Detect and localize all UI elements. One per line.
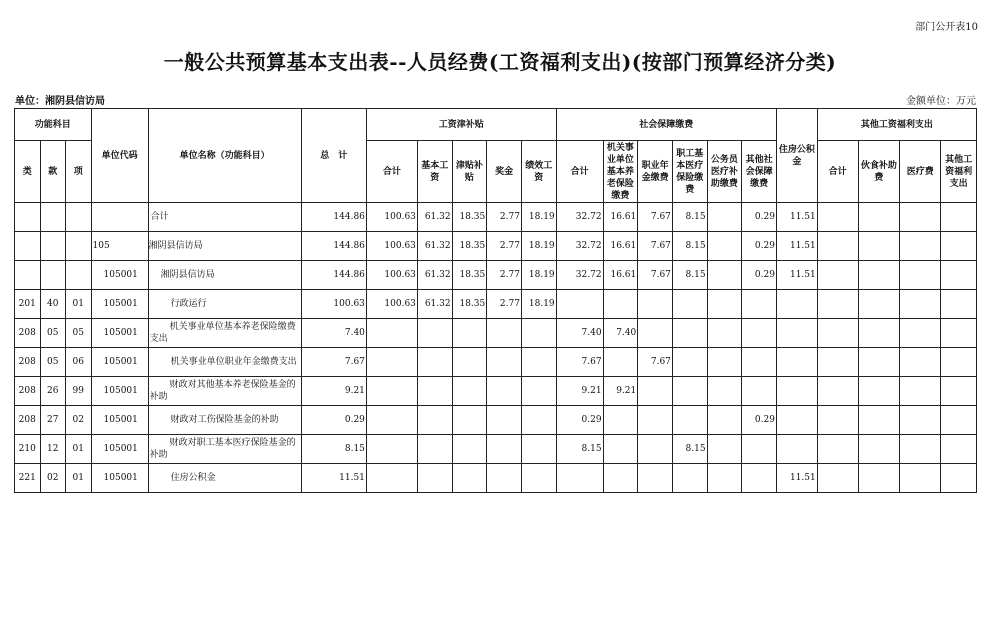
meal-cell <box>858 464 900 493</box>
lei-cell: 210 <box>15 435 41 464</box>
wage-subtotal-cell <box>366 377 417 406</box>
meal-header: 伙食补助费 <box>858 141 900 203</box>
wage-subtotal-cell: 100.63 <box>366 261 417 290</box>
medical-cell: 8.15 <box>672 435 707 464</box>
civil-medical-cell <box>707 435 742 464</box>
other-subtotal-cell <box>817 319 858 348</box>
bonus-cell <box>487 406 522 435</box>
unit-label: 单位：湘阴县信访局 <box>15 96 105 107</box>
wage-subtotal-cell <box>366 464 417 493</box>
medical-cell <box>672 319 707 348</box>
civil-medical-cell <box>707 319 742 348</box>
allowance-cell <box>452 377 487 406</box>
allowance-cell: 18.35 <box>452 290 487 319</box>
bonus-cell: 2.77 <box>487 232 522 261</box>
pension-cell <box>603 435 638 464</box>
xiang-cell: 06 <box>66 348 92 377</box>
meal-cell <box>858 406 900 435</box>
table-row <box>15 406 977 435</box>
medical-fee-cell <box>900 261 941 290</box>
civil-medical-cell <box>707 348 742 377</box>
medical-fee-cell <box>900 348 941 377</box>
xiang-cell: 02 <box>66 406 92 435</box>
other-welfare-header: 其他工资福利支出 <box>941 141 977 203</box>
table-row <box>15 464 977 493</box>
unit-code-cell: 105001 <box>91 319 148 348</box>
wage-subtotal-cell <box>366 406 417 435</box>
unit-code-cell: 105001 <box>91 348 148 377</box>
table-row <box>15 435 977 464</box>
medical-cell <box>672 290 707 319</box>
other-subtotal-cell <box>817 406 858 435</box>
other-subtotal-cell <box>817 232 858 261</box>
wage-subtotal-cell <box>366 319 417 348</box>
annuity-cell: 7.67 <box>638 261 673 290</box>
wage-subtotal-cell: 100.63 <box>366 290 417 319</box>
unit-name-cell: 湘阴县信访局 <box>148 261 301 290</box>
total-cell: 144.86 <box>301 261 366 290</box>
basic-wage-cell <box>417 348 452 377</box>
performance-cell: 18.19 <box>521 261 556 290</box>
annuity-cell <box>638 435 673 464</box>
medical-cell: 8.15 <box>672 203 707 232</box>
table-row <box>15 290 977 319</box>
medical-fee-cell <box>900 290 941 319</box>
wage-subtotal-cell: 100.63 <box>366 232 417 261</box>
total-cell: 9.21 <box>301 377 366 406</box>
medical-cell: 8.15 <box>672 232 707 261</box>
annuity-header: 职业年金缴费 <box>638 141 673 203</box>
other-welfare-cell <box>941 261 977 290</box>
total-cell: 0.29 <box>301 406 366 435</box>
other-welfare-cell <box>941 435 977 464</box>
social-subtotal-cell <box>556 290 603 319</box>
housing-cell <box>776 406 817 435</box>
xiang-cell: 01 <box>66 464 92 493</box>
medical-fee-cell <box>900 377 941 406</box>
pension-cell: 16.61 <box>603 261 638 290</box>
pension-header: 机关事业单位基本养老保险缴费 <box>603 141 638 203</box>
kuan-cell: 27 <box>40 406 66 435</box>
annuity-cell <box>638 319 673 348</box>
housing-cell <box>776 377 817 406</box>
social-subtotal-header: 合计 <box>556 141 603 203</box>
basic-wage-cell: 61.32 <box>417 232 452 261</box>
bonus-cell <box>487 464 522 493</box>
basic-wage-header: 基本工资 <box>417 141 452 203</box>
unit-name-header: 单位名称（功能科目） <box>148 109 301 203</box>
bonus-cell: 2.77 <box>487 290 522 319</box>
other-subtotal-cell <box>817 290 858 319</box>
housing-cell <box>776 435 817 464</box>
annuity-cell <box>638 377 673 406</box>
other-social-cell <box>742 435 777 464</box>
other-subtotal-cell <box>817 464 858 493</box>
other-subtotal-cell <box>817 261 858 290</box>
unit-code-cell: 105001 <box>91 464 148 493</box>
wage-subtotal-cell <box>366 435 417 464</box>
xiang-cell: 01 <box>66 435 92 464</box>
civil-medical-cell <box>707 261 742 290</box>
meal-cell <box>858 348 900 377</box>
other-welfare-cell <box>941 464 977 493</box>
other-social-cell: 0.29 <box>742 203 777 232</box>
total-cell: 7.67 <box>301 348 366 377</box>
unit-code-cell: 105001 <box>91 290 148 319</box>
lei-cell: 208 <box>15 319 41 348</box>
other-social-cell: 0.29 <box>742 261 777 290</box>
basic-wage-cell: 61.32 <box>417 290 452 319</box>
allowance-header: 津贴补贴 <box>452 141 487 203</box>
pension-cell <box>603 406 638 435</box>
bonus-cell <box>487 377 522 406</box>
unit-name-cell: 湘阴县信访局 <box>148 232 301 261</box>
meal-cell <box>858 261 900 290</box>
social-subtotal-cell: 7.40 <box>556 319 603 348</box>
social-group-header: 社会保障缴费 <box>556 109 776 141</box>
social-subtotal-cell: 8.15 <box>556 435 603 464</box>
unit-name-cell: 机关事业单位职业年金缴费支出 <box>148 348 301 377</box>
civil-medical-cell <box>707 232 742 261</box>
table-row <box>15 377 977 406</box>
lei-cell: 208 <box>15 377 41 406</box>
annuity-cell: 7.67 <box>638 203 673 232</box>
other-welfare-cell <box>941 203 977 232</box>
other-social-cell <box>742 464 777 493</box>
bonus-cell: 2.77 <box>487 261 522 290</box>
kuan-cell <box>40 232 66 261</box>
unit-code-cell: 105 <box>91 232 148 261</box>
civil-medical-cell <box>707 203 742 232</box>
civil-medical-cell <box>707 377 742 406</box>
civil-medical-cell <box>707 406 742 435</box>
housing-cell <box>776 290 817 319</box>
table-number: 部门公开表10 <box>915 22 978 33</box>
basic-wage-cell <box>417 464 452 493</box>
unit-name-cell: 财政对其他基本养老保险基金的补助 <box>148 377 301 406</box>
performance-cell: 18.19 <box>521 232 556 261</box>
table-row <box>15 319 977 348</box>
performance-header: 绩效工资 <box>521 141 556 203</box>
total-cell: 144.86 <box>301 203 366 232</box>
other-social-cell: 0.29 <box>742 232 777 261</box>
medical-header: 职工基本医疗保险缴费 <box>672 141 707 203</box>
basic-wage-cell <box>417 377 452 406</box>
civil-medical-cell <box>707 464 742 493</box>
other-welfare-cell <box>941 406 977 435</box>
unit-name-cell: 行政运行 <box>148 290 301 319</box>
other-group-header: 其他工资福利支出 <box>817 109 976 141</box>
meal-cell <box>858 435 900 464</box>
page-title: 一般公共预算基本支出表--人员经费(工资福利支出)(按部门预算经济分类) <box>163 50 837 74</box>
bonus-cell <box>487 435 522 464</box>
xiang-cell: 05 <box>66 319 92 348</box>
medical-fee-header: 医疗费 <box>900 141 941 203</box>
unit-code-header: 单位代码 <box>91 109 148 203</box>
other-welfare-cell <box>941 232 977 261</box>
basic-wage-cell: 61.32 <box>417 261 452 290</box>
meal-cell <box>858 232 900 261</box>
xiang-cell: 99 <box>66 377 92 406</box>
wage-group-header: 工资津补贴 <box>366 109 556 141</box>
basic-wage-cell: 61.32 <box>417 203 452 232</box>
xiang-cell <box>66 203 92 232</box>
housing-cell: 11.51 <box>776 261 817 290</box>
pension-cell <box>603 464 638 493</box>
lei-cell <box>15 203 41 232</box>
unit-code-cell: 105001 <box>91 435 148 464</box>
other-social-cell <box>742 377 777 406</box>
total-header: 总 计 <box>301 109 366 203</box>
social-subtotal-cell <box>556 464 603 493</box>
annuity-cell: 7.67 <box>638 232 673 261</box>
housing-cell <box>776 348 817 377</box>
performance-cell <box>521 464 556 493</box>
bonus-header: 奖金 <box>487 141 522 203</box>
unit-code-cell <box>91 203 148 232</box>
civil-medical-header: 公务员医疗补助缴费 <box>707 141 742 203</box>
other-social-header: 其他社会保障缴费 <box>742 141 777 203</box>
wage-subtotal-cell: 100.63 <box>366 203 417 232</box>
lei-cell <box>15 232 41 261</box>
unit-code-cell: 105001 <box>91 406 148 435</box>
unit-name-cell: 住房公积金 <box>148 464 301 493</box>
xiang-header: 项 <box>66 141 92 203</box>
medical-fee-cell <box>900 464 941 493</box>
kuan-cell: 05 <box>40 319 66 348</box>
annuity-cell: 7.67 <box>638 348 673 377</box>
performance-cell: 18.19 <box>521 203 556 232</box>
unit-name-cell: 合计 <box>148 203 301 232</box>
other-welfare-cell <box>941 377 977 406</box>
lei-header: 类 <box>15 141 41 203</box>
allowance-cell <box>452 464 487 493</box>
medical-fee-cell <box>900 435 941 464</box>
kuan-cell <box>40 261 66 290</box>
total-cell: 11.51 <box>301 464 366 493</box>
kuan-cell: 26 <box>40 377 66 406</box>
housing-header: 住房公积金 <box>776 109 817 203</box>
medical-fee-cell <box>900 319 941 348</box>
bonus-cell: 2.77 <box>487 203 522 232</box>
allowance-cell: 18.35 <box>452 232 487 261</box>
lei-cell <box>15 261 41 290</box>
performance-cell: 18.19 <box>521 290 556 319</box>
social-subtotal-cell: 32.72 <box>556 261 603 290</box>
pension-cell <box>603 290 638 319</box>
header-row-1 <box>15 109 977 141</box>
table-row <box>15 261 977 290</box>
unit-name-cell: 财政对工伤保险基金的补助 <box>148 406 301 435</box>
other-social-cell: 0.29 <box>742 406 777 435</box>
basic-wage-cell <box>417 435 452 464</box>
bonus-cell <box>487 319 522 348</box>
other-social-cell <box>742 319 777 348</box>
allowance-cell <box>452 348 487 377</box>
medical-cell: 8.15 <box>672 261 707 290</box>
civil-medical-cell <box>707 290 742 319</box>
lei-cell: 221 <box>15 464 41 493</box>
meal-cell <box>858 319 900 348</box>
basic-wage-cell <box>417 319 452 348</box>
func-subject-header: 功能科目 <box>15 109 92 141</box>
bonus-cell <box>487 348 522 377</box>
pension-cell <box>603 348 638 377</box>
amount-unit-label: 金额单位：万元 <box>906 96 976 107</box>
wage-subtotal-cell <box>366 348 417 377</box>
xiang-cell: 01 <box>66 290 92 319</box>
total-cell: 144.86 <box>301 232 366 261</box>
meal-cell <box>858 203 900 232</box>
lei-cell: 208 <box>15 406 41 435</box>
unit-code-cell: 105001 <box>91 261 148 290</box>
meal-cell <box>858 290 900 319</box>
medical-cell <box>672 464 707 493</box>
total-cell: 100.63 <box>301 290 366 319</box>
performance-cell <box>521 377 556 406</box>
other-social-cell <box>742 290 777 319</box>
social-subtotal-cell: 7.67 <box>556 348 603 377</box>
medical-fee-cell <box>900 203 941 232</box>
other-subtotal-cell <box>817 348 858 377</box>
xiang-cell <box>66 261 92 290</box>
housing-cell <box>776 319 817 348</box>
unit-name-cell: 机关事业单位基本养老保险缴费支出 <box>148 319 301 348</box>
performance-cell <box>521 406 556 435</box>
medical-fee-cell <box>900 232 941 261</box>
allowance-cell: 18.35 <box>452 203 487 232</box>
xiang-cell <box>66 232 92 261</box>
medical-cell <box>672 348 707 377</box>
housing-cell: 11.51 <box>776 232 817 261</box>
pension-cell: 7.40 <box>603 319 638 348</box>
basic-wage-cell <box>417 406 452 435</box>
allowance-cell <box>452 319 487 348</box>
medical-fee-cell <box>900 406 941 435</box>
total-cell: 7.40 <box>301 319 366 348</box>
kuan-cell: 05 <box>40 348 66 377</box>
pension-cell: 16.61 <box>603 232 638 261</box>
performance-cell <box>521 319 556 348</box>
kuan-cell: 12 <box>40 435 66 464</box>
other-welfare-cell <box>941 348 977 377</box>
other-subtotal-cell <box>817 203 858 232</box>
lei-cell: 201 <box>15 290 41 319</box>
housing-cell: 11.51 <box>776 464 817 493</box>
budget-table <box>14 108 977 493</box>
wage-subtotal-header: 合计 <box>366 141 417 203</box>
annuity-cell <box>638 464 673 493</box>
other-subtotal-header: 合计 <box>817 141 858 203</box>
performance-cell <box>521 348 556 377</box>
kuan-header: 款 <box>40 141 66 203</box>
medical-cell <box>672 406 707 435</box>
table-row <box>15 203 977 232</box>
table-body <box>15 203 977 493</box>
other-subtotal-cell <box>817 377 858 406</box>
pension-cell: 9.21 <box>603 377 638 406</box>
other-welfare-cell <box>941 290 977 319</box>
annuity-cell <box>638 290 673 319</box>
allowance-cell: 18.35 <box>452 261 487 290</box>
table-row <box>15 348 977 377</box>
pension-cell: 16.61 <box>603 203 638 232</box>
meal-cell <box>858 377 900 406</box>
social-subtotal-cell: 0.29 <box>556 406 603 435</box>
social-subtotal-cell: 32.72 <box>556 232 603 261</box>
unit-name-cell: 财政对职工基本医疗保险基金的补助 <box>148 435 301 464</box>
table-row <box>15 232 977 261</box>
other-subtotal-cell <box>817 435 858 464</box>
medical-cell <box>672 377 707 406</box>
social-subtotal-cell: 9.21 <box>556 377 603 406</box>
other-social-cell <box>742 348 777 377</box>
lei-cell: 208 <box>15 348 41 377</box>
kuan-cell <box>40 203 66 232</box>
kuan-cell: 02 <box>40 464 66 493</box>
annuity-cell <box>638 406 673 435</box>
allowance-cell <box>452 435 487 464</box>
kuan-cell: 40 <box>40 290 66 319</box>
housing-cell: 11.51 <box>776 203 817 232</box>
social-subtotal-cell: 32.72 <box>556 203 603 232</box>
unit-code-cell: 105001 <box>91 377 148 406</box>
allowance-cell <box>452 406 487 435</box>
total-cell: 8.15 <box>301 435 366 464</box>
other-welfare-cell <box>941 319 977 348</box>
performance-cell <box>521 435 556 464</box>
